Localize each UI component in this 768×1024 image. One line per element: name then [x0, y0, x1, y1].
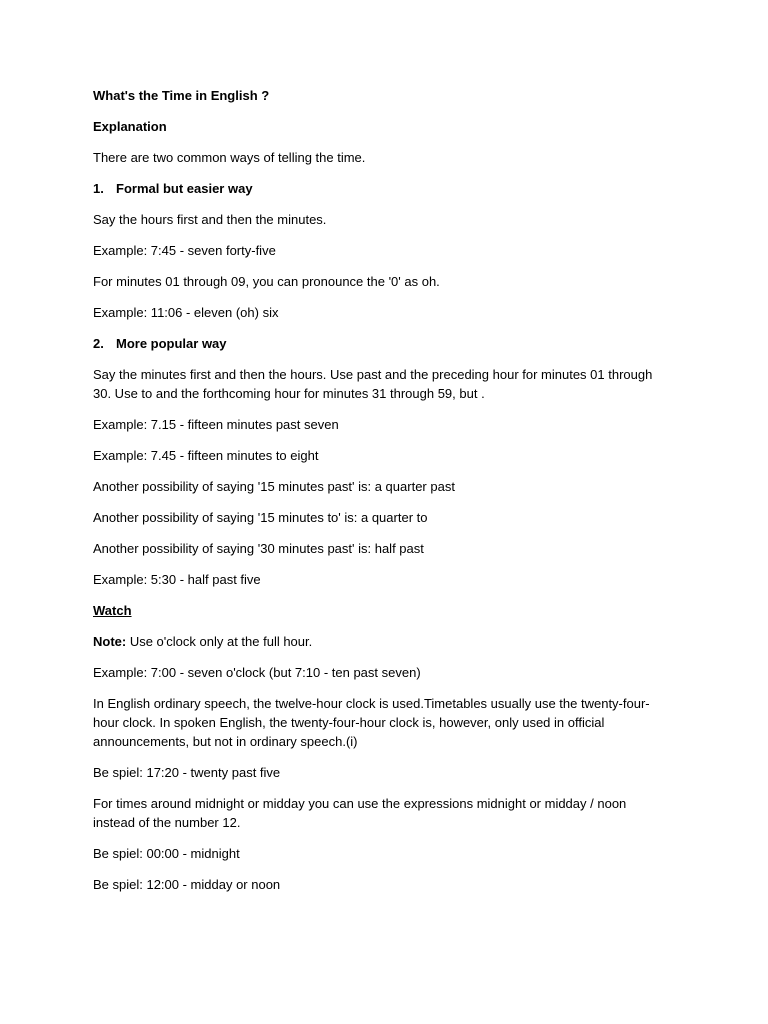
section1-heading	[93, 179, 668, 198]
explanation-heading: Explanation	[93, 119, 167, 134]
note-text: Use o'clock only at the full hour.	[126, 634, 313, 649]
section1-line-1: Say the hours first and then the minutes.	[93, 212, 327, 227]
document-title: What's the Time in English ?	[93, 88, 270, 103]
section1-line-3: For minutes 01 through 09, you can pronounce the '0' as oh.	[93, 274, 440, 289]
example-oclock: Example: 7:00 - seven o'clock (but 7:10 - ten past seven)	[93, 665, 421, 680]
section2-line-2: Example: 7.45 - fifteen minutes to eight	[93, 448, 319, 463]
section2-paragraph: Say the minutes first and then the hours. Use past and the preceding hour for minutes 01 through 30. Use to and the forthcoming hour for minutes 31 through 59, but .	[93, 367, 653, 401]
note-label: Note:	[93, 634, 127, 649]
section1-number: 1.	[93, 181, 104, 196]
bespiel-3: Be spiel: 12:00 - midday or noon	[93, 877, 281, 892]
intro-text: There are two common ways of telling the time.	[93, 150, 366, 165]
document-body	[93, 86, 668, 906]
section2-line-3: Another possibility of saying '15 minutes past' is: a quarter past	[93, 479, 455, 494]
section2-line-1: Example: 7.15 - fifteen minutes past seven	[93, 417, 339, 432]
watch-heading: Watch	[93, 603, 132, 618]
bespiel-2: Be spiel: 00:00 - midnight	[93, 846, 240, 861]
bespiel-1: Be spiel: 17:20 - twenty past five	[93, 765, 281, 780]
section2-line-4: Another possibility of saying '15 minutes to' is: a quarter to	[93, 510, 428, 525]
section2-line-6: Example: 5:30 - half past five	[93, 572, 261, 587]
twelve-hour-paragraph: In English ordinary speech, the twelve-hour clock is used.Timetables usually use the twenty-four-hour clock. In spoken English, the twenty-four-hour clock is, however, only used in official announcements, but not in ordinary speech.(i)	[93, 696, 650, 749]
midnight-paragraph: For times around midnight or midday you can use the expressions midnight or midday / noon instead of the number 12.	[93, 796, 627, 830]
section2-title: More popular way	[116, 336, 227, 351]
section2-number: 2.	[93, 336, 104, 351]
section2-line-5: Another possibility of saying '30 minutes past' is: half past	[93, 541, 424, 556]
section2-heading	[93, 334, 668, 353]
section1-line-4: Example: 11:06 - eleven (oh) six	[93, 305, 279, 320]
section1-line-2: Example: 7:45 - seven forty-five	[93, 243, 276, 258]
note-paragraph	[93, 632, 668, 651]
section1-title: Formal but easier way	[116, 181, 253, 196]
